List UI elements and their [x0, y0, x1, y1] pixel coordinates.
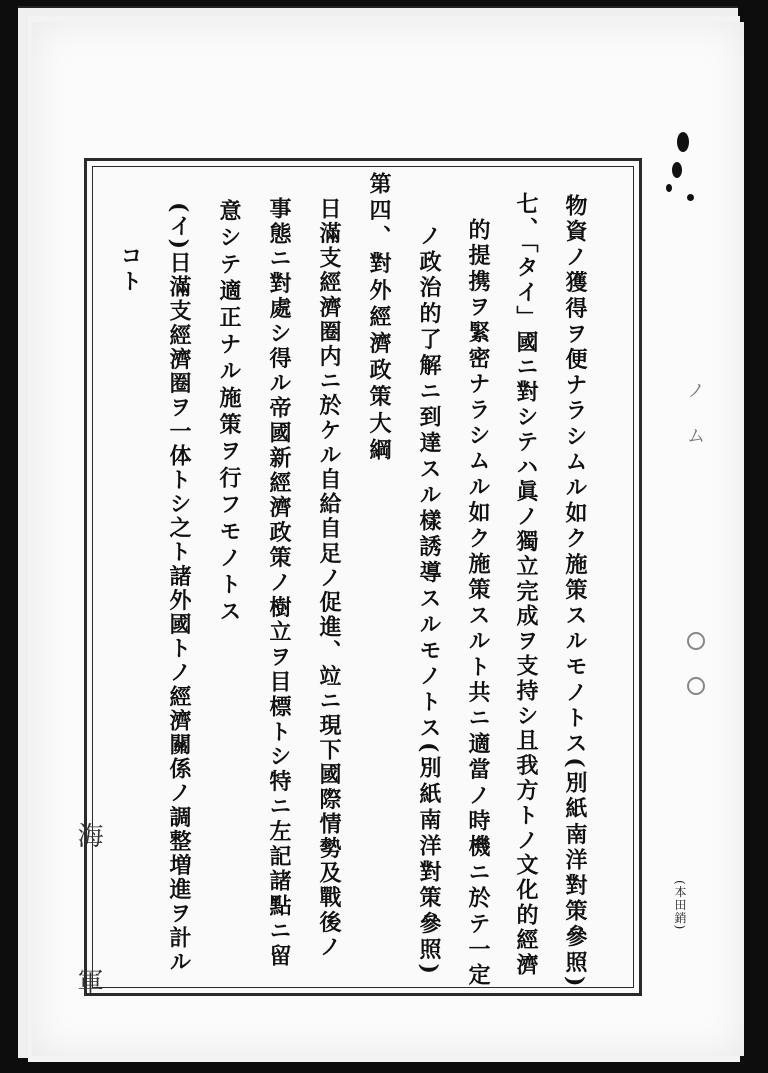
document-page	[32, 22, 744, 1056]
section-heading: 第四、對外經濟政策大綱	[366, 172, 392, 465]
text-column-9: (イ)日滿支經濟圈ヲ一体トシ之ト諸外國トノ經濟關係ノ調整増進ヲ計ル	[166, 202, 192, 975]
ink-blot	[672, 162, 682, 178]
ink-blot	[677, 132, 689, 152]
text-column-7: 事態ニ對處シ得ル帝國新經濟政策ノ樹立ヲ目標トシ特ニ左記諸點ニ留	[266, 197, 292, 969]
text-column-8: 意シテ適正ナル施策ヲ行フモノトス	[216, 199, 242, 627]
text-column-1: 物資ノ獲得ヲ便ナラシムル如ク施策スルモノトス(別紙南洋對策參照)	[562, 194, 588, 991]
text-column-3: 的提携ヲ緊密ナラシムル如ク施策スルト共ニ適當ノ時機ニ於テ一定	[465, 218, 491, 989]
handwritten-tick: ノ	[687, 381, 705, 402]
punch-hole-mark	[687, 677, 705, 695]
handwritten-tick: ム	[687, 426, 705, 447]
text-column-6: 日滿支經濟圈内ニ於ケル自給自足ノ促進、竝ニ現下國際情勢及戰後ノ	[316, 197, 342, 960]
ink-blot	[666, 184, 672, 192]
punch-hole-mark	[687, 632, 705, 650]
footer-stamp: 海 軍	[73, 822, 103, 1051]
margin-note: (本田銷)	[673, 880, 687, 931]
text-column-10: コト	[117, 244, 143, 296]
text-column-2: 七、「タイ」國ニ對シテハ眞ノ獨立完成ヲ支持シ且我方トノ文化的經濟	[513, 192, 539, 978]
ink-blot	[687, 194, 694, 201]
text-column-4: ノ政治的了解ニ到達スル樣誘導スルモノトス(別紙南洋對策參照)	[416, 224, 442, 978]
